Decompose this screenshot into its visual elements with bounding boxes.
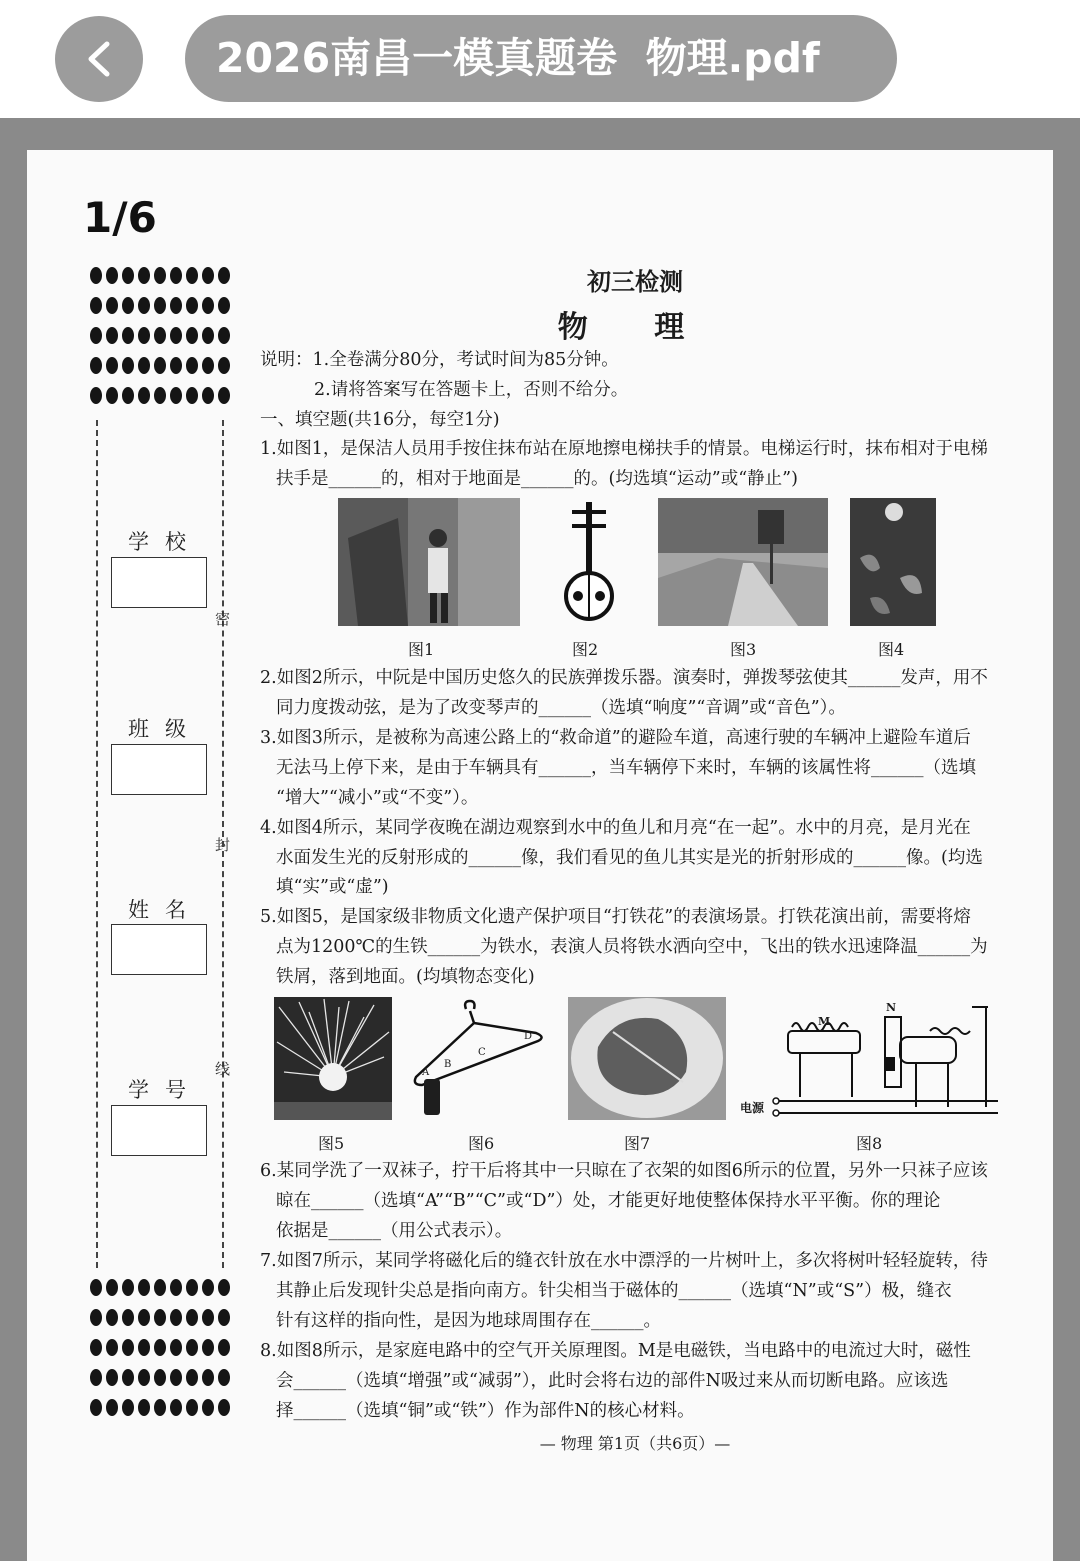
figure-1-caption: 图1 bbox=[408, 640, 435, 659]
student-id-field bbox=[111, 1105, 207, 1156]
name-label: 姓名 bbox=[128, 898, 202, 922]
question-line: 7.如图7所示，某同学将磁化后的缝衣针放在水中漂浮的一片树叶上，多次将树叶轻轻旋转，待 bbox=[260, 1251, 988, 1271]
figure-7-image bbox=[568, 997, 726, 1120]
question-line: 2.如图2所示，中阮是中国历史悠久的民族弹拨乐器。演奏时，弹拨琴弦使其______发声，用不 bbox=[260, 668, 988, 688]
figure-8-caption: 图8 bbox=[856, 1134, 883, 1153]
top-bar bbox=[0, 0, 1080, 118]
power-source-label: 电源 bbox=[740, 1101, 765, 1115]
figure-2-caption: 图2 bbox=[572, 640, 599, 659]
note-line-2: 2.请将答案写在答题卡上，否则不给分。 bbox=[314, 380, 629, 400]
document-title: 2026南昌一模真题卷 物理.pdf bbox=[185, 15, 897, 102]
question-line: 会______（选填“增强”或“减弱”），此时会将右边的部件N吸过来从而切断电路。应该选 bbox=[276, 1371, 949, 1391]
page-footer: — 物理 第1页（共6页）— bbox=[539, 1434, 731, 1453]
figure-3-image bbox=[658, 498, 828, 626]
question-line: 5.如图5，是国家级非物质文化遗产保护项目“打铁花”的表演场景。打铁花演出前，需要将熔 bbox=[260, 907, 971, 927]
binding-dots-bottom bbox=[90, 1272, 230, 1422]
question-line: 扶手是______的，相对于地面是______的。(均选填“运动”或“静止”) bbox=[276, 469, 798, 489]
figure-8-diagram bbox=[740, 997, 1002, 1120]
electromagnet-label: M bbox=[818, 1015, 831, 1028]
figure-6-caption: 图6 bbox=[468, 1134, 495, 1153]
figure-3-caption: 图3 bbox=[730, 640, 757, 659]
question-line: 针有这样的指向性，是因为地球周围存在______。 bbox=[276, 1311, 661, 1331]
question-line: 晾在______（选填“A”“B”“C”或“D”）处，才能更好地使整体保持水平平衡。你的理论 bbox=[276, 1191, 941, 1211]
back-button[interactable] bbox=[55, 16, 143, 102]
armature-label: N bbox=[886, 1001, 897, 1014]
question-line: 水面发生光的反射形成的______像，我们看见的鱼儿其实是光的折射形成的______像。(均选 bbox=[276, 848, 983, 868]
question-line: 6.某同学洗了一双袜子，拧干后将其中一只晾在了衣架的如图6所示的位置，另外一只袜子应该 bbox=[260, 1161, 988, 1181]
hook-point-d: D bbox=[524, 1031, 533, 1042]
school-label: 学校 bbox=[128, 530, 202, 554]
note-line-1: 说明：1.全卷满分80分，考试时间为85分钟。 bbox=[260, 350, 619, 370]
class-label: 班级 bbox=[128, 717, 202, 741]
question-line: 点为1200℃的生铁______为铁水，表演人员将铁水洒向空中，飞出的铁水迅速降温______为 bbox=[276, 937, 988, 957]
name-field bbox=[111, 924, 207, 975]
question-line: 其静止后发现针尖总是指向南方。针尖相当于磁体的______（选填“N”或“S”）极，缝衣 bbox=[276, 1281, 952, 1301]
hook-point-b: B bbox=[444, 1059, 452, 1070]
figure-5-caption: 图5 bbox=[318, 1134, 345, 1153]
figure-2-image bbox=[560, 498, 618, 626]
question-line: 同力度拨动弦，是为了改变琴声的______（选填“响度”“音调”或“音色”）。 bbox=[276, 698, 846, 718]
question-line: 择______（选填“铜”或“铁”）作为部件N的核心材料。 bbox=[276, 1401, 695, 1421]
seal-line-left bbox=[96, 420, 98, 1268]
seal-char-xian: 线 bbox=[215, 1060, 231, 1078]
seal-char-mi: 密 bbox=[215, 610, 231, 628]
page-indicator: 1/6 bbox=[83, 193, 157, 242]
student-id-label: 学号 bbox=[128, 1078, 202, 1102]
figure-5-image bbox=[274, 997, 392, 1120]
question-line: “增大”“减小”或“不变”）。 bbox=[276, 788, 479, 808]
exam-subject: 物 理 bbox=[557, 310, 713, 345]
question-line: 4.如图4所示，某同学夜晚在湖边观察到水中的鱼儿和月亮“在一起”。水中的月亮，是月光在 bbox=[260, 818, 971, 838]
question-line: 8.如图8所示，是家庭电路中的空气开关原理图。M是电磁铁，当电路中的电流过大时，磁性 bbox=[260, 1341, 971, 1361]
question-line: 1.如图1，是保洁人员用手按住抹布站在原地擦电梯扶手的情景。电梯运行时，抹布相对于电梯 bbox=[260, 439, 988, 459]
figure-6-diagram bbox=[408, 997, 548, 1120]
seal-char-feng: 封 bbox=[215, 836, 231, 854]
question-line: 无法马上停下来，是由于车辆具有______，当车辆停下来时，车辆的该属性将______（选填 bbox=[276, 758, 976, 778]
question-line: 3.如图3所示，是被称为高速公路上的“救命道”的避险车道，高速行驶的车辆冲上避险车道后 bbox=[260, 728, 971, 748]
figure-1-image bbox=[338, 498, 520, 626]
school-field bbox=[111, 557, 207, 608]
section-title: 一、填空题(共16分，每空1分) bbox=[260, 410, 500, 430]
class-field bbox=[111, 744, 207, 795]
exam-heading: 初三检测 bbox=[587, 267, 683, 296]
question-line: 铁屑，落到地面。(均填物态变化) bbox=[276, 967, 535, 987]
question-line: 依据是______（用公式表示）。 bbox=[276, 1221, 513, 1241]
question-line: 填“实”或“虚”) bbox=[276, 877, 389, 897]
hook-point-c: C bbox=[478, 1047, 486, 1058]
hook-point-a: A bbox=[422, 1067, 430, 1078]
figure-7-caption: 图7 bbox=[624, 1134, 651, 1153]
figure-4-caption: 图4 bbox=[878, 640, 905, 659]
figure-4-image bbox=[850, 498, 936, 626]
chevron-left-icon bbox=[81, 40, 117, 78]
